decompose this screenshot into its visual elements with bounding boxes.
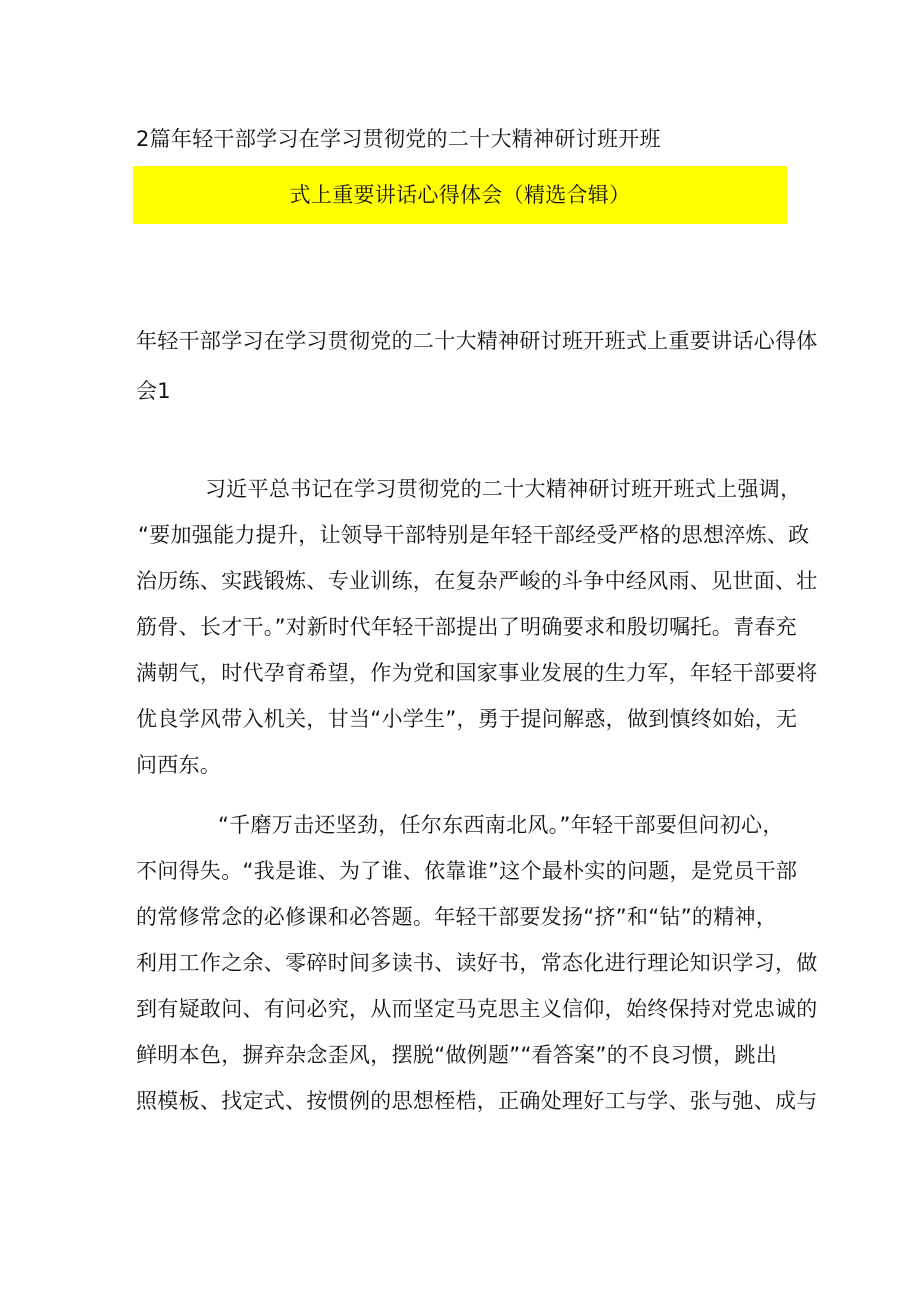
paragraph-line: 治历练、实践锻炼、专业训练，在复杂严峻的斗争中经风雨、见世面、壮 bbox=[136, 569, 818, 593]
document-title-highlight bbox=[133, 166, 787, 224]
paragraph-line: 习近平总书记在学习贯彻党的二十大精神研讨班开班式上强调， bbox=[205, 477, 802, 501]
paragraph-line: “要加强能力提升，让领导干部特别是年轻干部经受严格的思想淬炼、政 bbox=[138, 523, 810, 547]
section-heading-line-1: 年轻干部学习在学习贯彻党的二十大精神研讨班开班式上重要讲话心得体 bbox=[136, 329, 818, 353]
paragraph-line: 鲜明本色，摒弃杂念歪风，摆脱“做例题”“看答案”的不良习惯，跳出 bbox=[136, 1043, 778, 1067]
paragraph-line: 的常修常念的必修课和必答题。年轻干部要发扬“挤”和“钻”的精神， bbox=[136, 905, 778, 929]
paragraph-line: 筋骨、长才干。”对新时代年轻干部提出了明确要求和殷切嘱托。青春充 bbox=[136, 615, 797, 639]
paragraph-line: 问西东。 bbox=[136, 753, 222, 777]
paragraph-line: 优良学风带入机关，甘当“小学生”，勇于提问解惑，做到慎终如始，无 bbox=[136, 707, 798, 731]
section-heading-line-2: 会1 bbox=[136, 379, 171, 403]
paragraph-line: 照模板、找定式、按惯例的思想桎梏，正确处理好工与学、张与弛、成与 bbox=[136, 1089, 818, 1113]
paragraph-line: 满朝气，时代孕育希望，作为党和国家事业发展的生力军，年轻干部要将 bbox=[136, 661, 818, 685]
document-title-line-2: 式上重要讲话心得体会（精选合辑） bbox=[289, 183, 631, 207]
document-title-line-1: 2篇年轻干部学习在学习贯彻党的二十大精神研讨班开班 bbox=[136, 127, 661, 151]
paragraph-line: “千磨万击还坚劲，任尔东西南北风。”年轻干部要但问初心， bbox=[218, 813, 784, 837]
paragraph-line: 利用工作之余、零碎时间多读书、读好书，常态化进行理论知识学习，做 bbox=[136, 951, 818, 975]
paragraph-line: 不问得失。“我是谁、为了谁、依靠谁”这个最朴实的问题，是党员干部 bbox=[136, 859, 798, 883]
paragraph-line: 到有疑敢问、有问必究，从而坚定马克思主义信仰，始终保持对党忠诚的 bbox=[136, 997, 818, 1021]
